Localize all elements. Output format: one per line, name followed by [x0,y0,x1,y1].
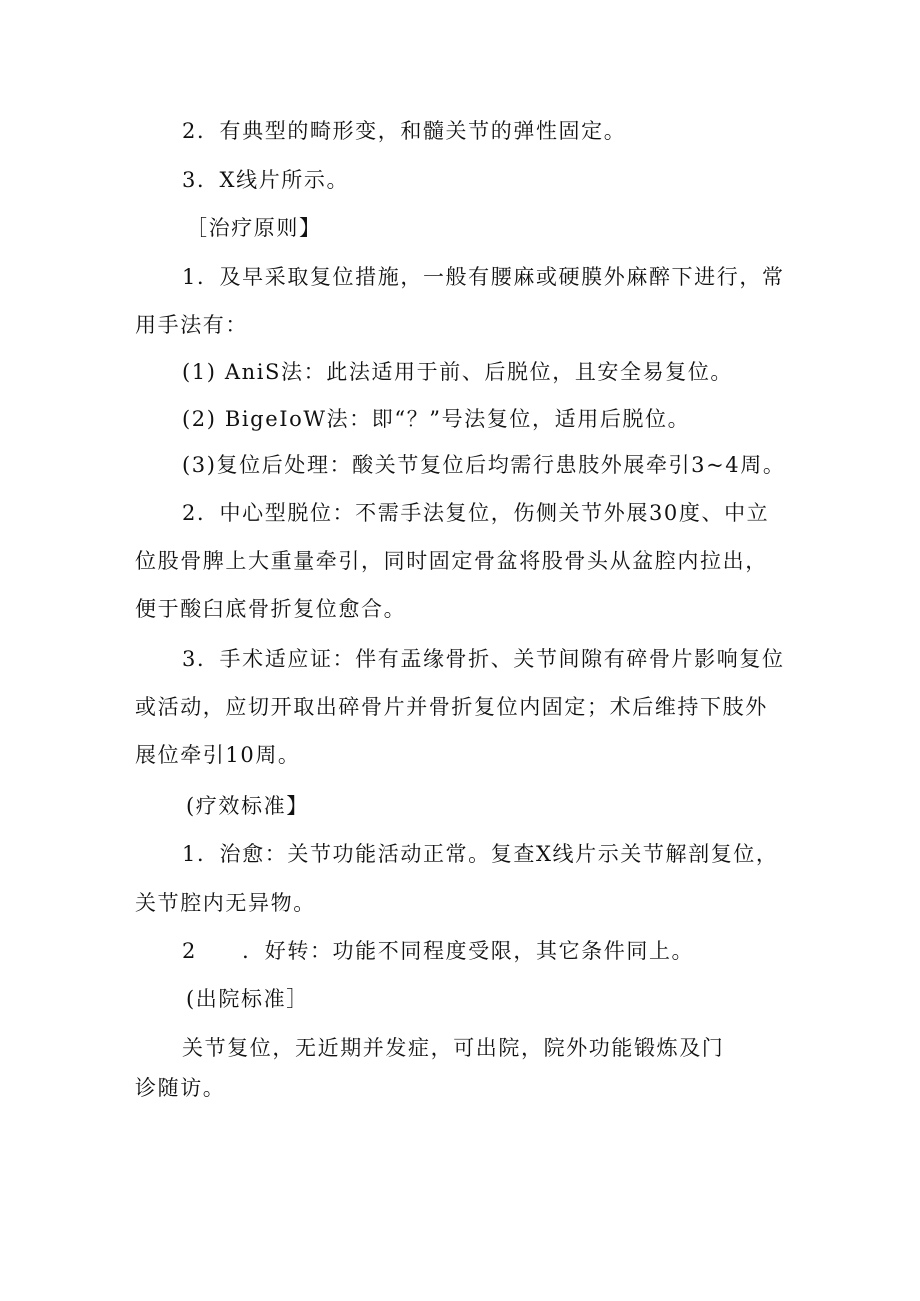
treatment-subitem-3: (3)复位后处理：酸关节复位后均需行患肢外展牵引3~4周。 [182,453,786,477]
treatment-item-3-line-1: 3．手术适应证：伴有盂缘骨折、关节间隙有碎骨片影响复位 [182,647,785,671]
treatment-item-3-line-2: 或活动，应切开取出碎骨片并骨折复位内固定；术后维持下肢外 [135,695,768,719]
section-heading-efficacy: (疗效标准】 [186,794,309,818]
diagnosis-item-3: 3．X线片所示。 [182,168,350,192]
diagnosis-item-2: 2．有典型的畸形变，和髓关节的弹性固定。 [182,119,627,143]
treatment-item-2-line-2: 位股骨脾上大重量牵引，同时固定骨盆将股骨头从盆腔内拉出， [135,549,768,573]
treatment-item-2-line-3: 便于酸臼底骨折复位愈合。 [135,597,407,621]
section-heading-treatment: ［治疗原则】 [186,216,322,240]
efficacy-item-1-line-2: 关节腔内无异物。 [135,891,316,915]
treatment-item-1-line-1: 1．及早采取复位措施，一般有腰麻或硬膜外麻醉下进行，常 [182,265,785,289]
section-heading-discharge: (出院标准］ [186,987,309,1011]
treatment-item-3-line-3: 展位牵引10周。 [135,743,301,767]
treatment-subitem-1: (1) AniS法：此法适用于前、后脱位，且安全易复位。 [182,360,734,384]
discharge-text-line-1: 关节复位，无近期并发症，可出院，院外功能锻炼及门 [182,1036,725,1060]
treatment-item-1-line-2: 用手法有： [135,313,248,337]
treatment-subitem-2: (2) BigeIoW法：即“？”号法复位，适用后脱位。 [182,407,691,431]
efficacy-item-2: 2 ．好转：功能不同程度受限，其它条件同上。 [182,939,695,963]
efficacy-item-1-line-1: 1．治愈：关节功能活动正常。复查X线片示关节解剖复位， [182,842,779,866]
discharge-text-line-2: 诊随访。 [135,1076,226,1100]
treatment-item-2-line-1: 2．中心型脱位：不需手法复位，伤侧关节外展30度、中立 [182,501,770,525]
